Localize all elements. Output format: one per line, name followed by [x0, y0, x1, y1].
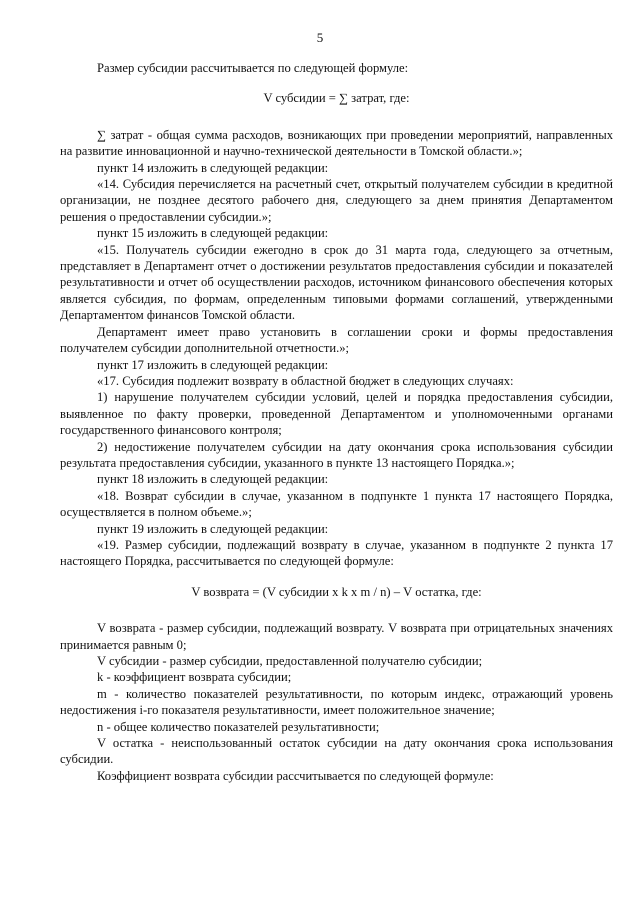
- paragraph-formula-intro: Размер субсидии рассчитывается по следующей формуле:: [97, 61, 409, 75]
- paragraph-k-definition: k - коэффициент возврата субсидии;: [97, 670, 292, 685]
- paragraph-item-19-text: «19. Размер субсидии, подлежащий возврату в случае, указанном в подпункте 2 пункта 17 настоящего Порядка, рассчитывается по следующей формуле:: [60, 537, 613, 569]
- paragraph-costs-definition: ∑ затрат - общая сумма расходов, возникающих при проведении мероприятий, направленных на развитие инновационной и научно-технической деятельности в Томской области.»;: [60, 127, 613, 159]
- paragraph-item-15-text: «15. Получатель субсидии ежегодно в срок до 31 марта года, следующего за отчетным, представляет в Департамент отчет о достижении результатов предоставления субсидии и показателей результативности и отчет об осуществлении расходов, источником финансового обеспечения которых является субсидия, по формам, определенным типовыми формами соглашений, утвержденными Департаментом финансов Томской области.: [60, 242, 613, 323]
- paragraph-n-definition: n - общее количество показателей результативности;: [97, 719, 380, 734]
- paragraph-item-17-heading: пункт 17 изложить в следующей редакции:: [97, 357, 329, 372]
- formula-return-amount: V возврата = (V субсидии x k x m / n) – V остатка, где:: [191, 584, 482, 599]
- document-body: [60, 60, 613, 784]
- paragraph-item-15-heading: пункт 15 изложить в следующей редакции:: [97, 226, 329, 241]
- paragraph-item-14-heading: пункт 14 изложить в следующей редакции:: [97, 160, 329, 175]
- paragraph-item-19-heading: пункт 19 изложить в следующей редакции:: [97, 521, 329, 536]
- paragraph-item-18-heading: пункт 18 изложить в следующей редакции:: [97, 472, 329, 487]
- formula-subsidy-size: V субсидии = ∑ затрат, где:: [263, 91, 410, 106]
- page-number: 5: [316, 30, 324, 45]
- paragraph-item-14-text: «14. Субсидия перечисляется на расчетный счет, открытый получателем субсидии в кредитной организации, не позднее десятого рабочего дня, следующего за днем принятия Департаментом решения о предоставлении субсидии.»;: [60, 177, 613, 224]
- paragraph-remainder-definition: V остатка - неиспользованный остаток субсидии на дату окончания срока использования субсидии.: [60, 736, 613, 767]
- paragraph-item-17-text: «17. Субсидия подлежит возврату в областной бюджет в следующих случаях:: [97, 373, 514, 388]
- paragraph-item-18-text: «18. Возврат субсидии в случае, указанном в подпункте 1 пункта 17 настоящего Порядка, осуществляется в полном объеме.»;: [60, 488, 613, 520]
- paragraph-subsidy-definition: V субсидии - размер субсидии, предоставленной получателю субсидии;: [97, 654, 483, 668]
- paragraph-return-definition: V возврата - размер субсидии, подлежащий возврату. V возврата при отрицательных значениях принимается равным 0;: [60, 621, 613, 652]
- paragraph-m-definition: m - количество показателей результативности, по которым индекс, отражающий уровень недостижения i-го показателя результативности, имеет положительное значение;: [60, 686, 613, 718]
- paragraph-coefficient-formula-intro: Коэффициент возврата субсидии рассчитывается по следующей формуле:: [97, 768, 494, 783]
- paragraph-item-17-case-1: 1) нарушение получателем субсидии условий, целей и порядка предоставления субсидии, выявленное по факту проверки, проведенной Департаментом и уполномоченными органами государственного финансового контроля;: [60, 390, 613, 438]
- paragraph-additional-reporting: Департамент имеет право установить в соглашении сроки и формы предоставления получателем субсидии дополнительной отчетности.»;: [60, 324, 613, 356]
- paragraph-item-17-case-2: 2) недостижение получателем субсидии на дату окончания срока использования субсидии результата предоставления субсидии, указанного в пункте 13 настоящего Порядка.»;: [60, 439, 613, 470]
